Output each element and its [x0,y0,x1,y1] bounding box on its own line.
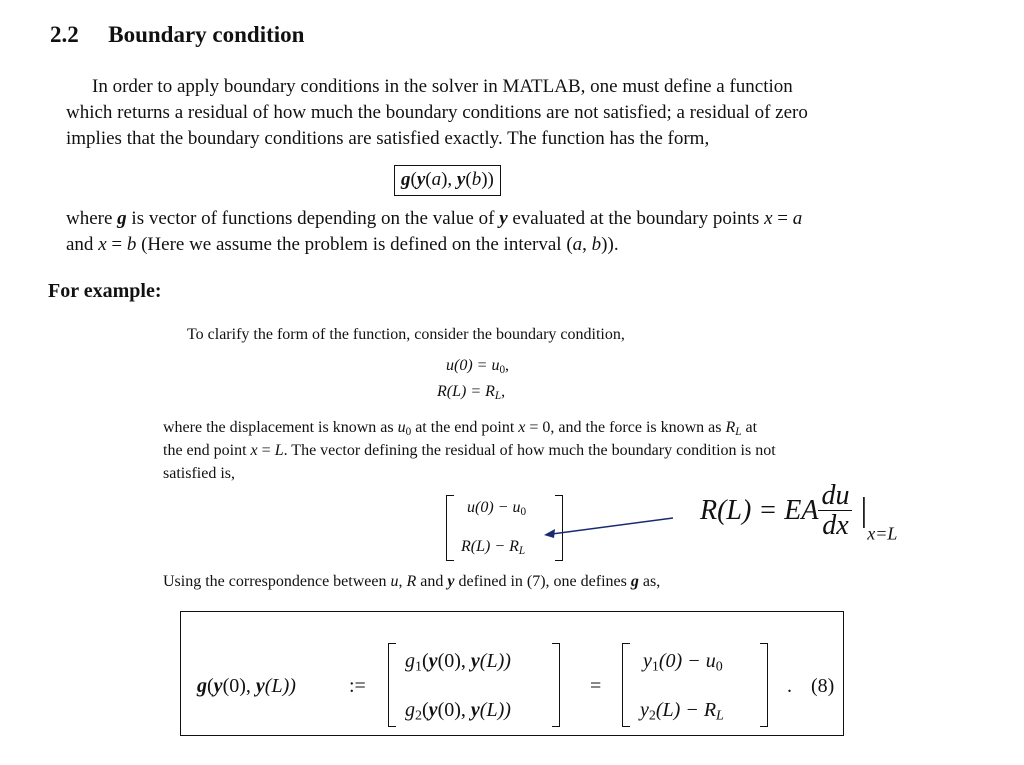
eq8-m2-row-1: $y_1(0) - u_0$ [643,650,723,675]
annotation-fraction: $\frac{du}{dx}$ [818,481,852,541]
boxed-function-form: g(y(a), y(b)) [394,165,501,196]
intro-line-3: implies that the boundary conditions are satisfied exactly. The function has the form, [66,128,710,149]
eq8-m1-left-bracket [388,643,396,727]
eq8-equals: = [590,675,602,697]
example-heading: For example: [48,280,162,302]
vector-row-2: $R(L) - R_L$ [461,538,526,557]
example-para-line-2: the end point x = L. The vector defining the residual of how much the boundary condition is not [163,442,776,459]
eq8-m2-left-bracket [622,643,630,727]
equation-8-box [180,611,844,736]
eq8-label: (8) [811,675,835,697]
intro-line-1: In order to apply boundary conditions in the solver in MATLAB, one must define a function [92,76,793,97]
section-number: 2.2 [50,22,79,47]
annotation-formula: R(L) = EA $\frac{du}{dx}$ $|_{x=L}$ [700,480,898,544]
eq8-m1-row-2: $g_2(y(0)$, y(L)) [405,699,511,724]
annotation-arrow [540,508,680,538]
example-para-line-1: where the displacement is known as $u_0$ at the end point x = 0, and the force is known as $R_L$ at [163,419,758,438]
where-line-1: where g is vector of functions depending on the value of y evaluated at the boundary points x = a [66,208,803,229]
section-title: Boundary condition [108,22,305,47]
vector-row-1: $u(0) - u_0$ [467,499,527,518]
example-eq-2: $R(L) = R_L$, [437,383,506,402]
example-intro: To clarify the form of the function, consider the boundary condition, [187,326,625,343]
intro-line-2: which returns a residual of how much the boundary conditions are not satisfied; a residual of zero [66,102,808,123]
eq8-m1-right-bracket [552,643,560,727]
eq8-lhs: g(y(0), y(L)) [197,675,296,697]
eq8-period: . [787,675,792,697]
eq8-m2-right-bracket [760,643,768,727]
eq8-assign: := [349,675,366,697]
annotation-lhs: R(L) = EA [700,494,819,526]
vector-left-bracket [446,495,454,561]
eq8-m2-row-2: $y_2(L) - R_L$ [640,699,724,724]
correspondence-line: Using the correspondence between u, R and y defined in (7), one defines g as, [163,573,661,590]
eq8-m1-row-1: $g_1(y(0)$, y(L)) [405,650,511,675]
where-line-2: and x = b (Here we assume the problem is defined on the interval (a, b)). [66,234,619,255]
example-para-line-3: satisfied is, [163,465,235,482]
example-eq-1: $u(0) = u_0$, [446,357,510,376]
section-heading [50,22,304,48]
